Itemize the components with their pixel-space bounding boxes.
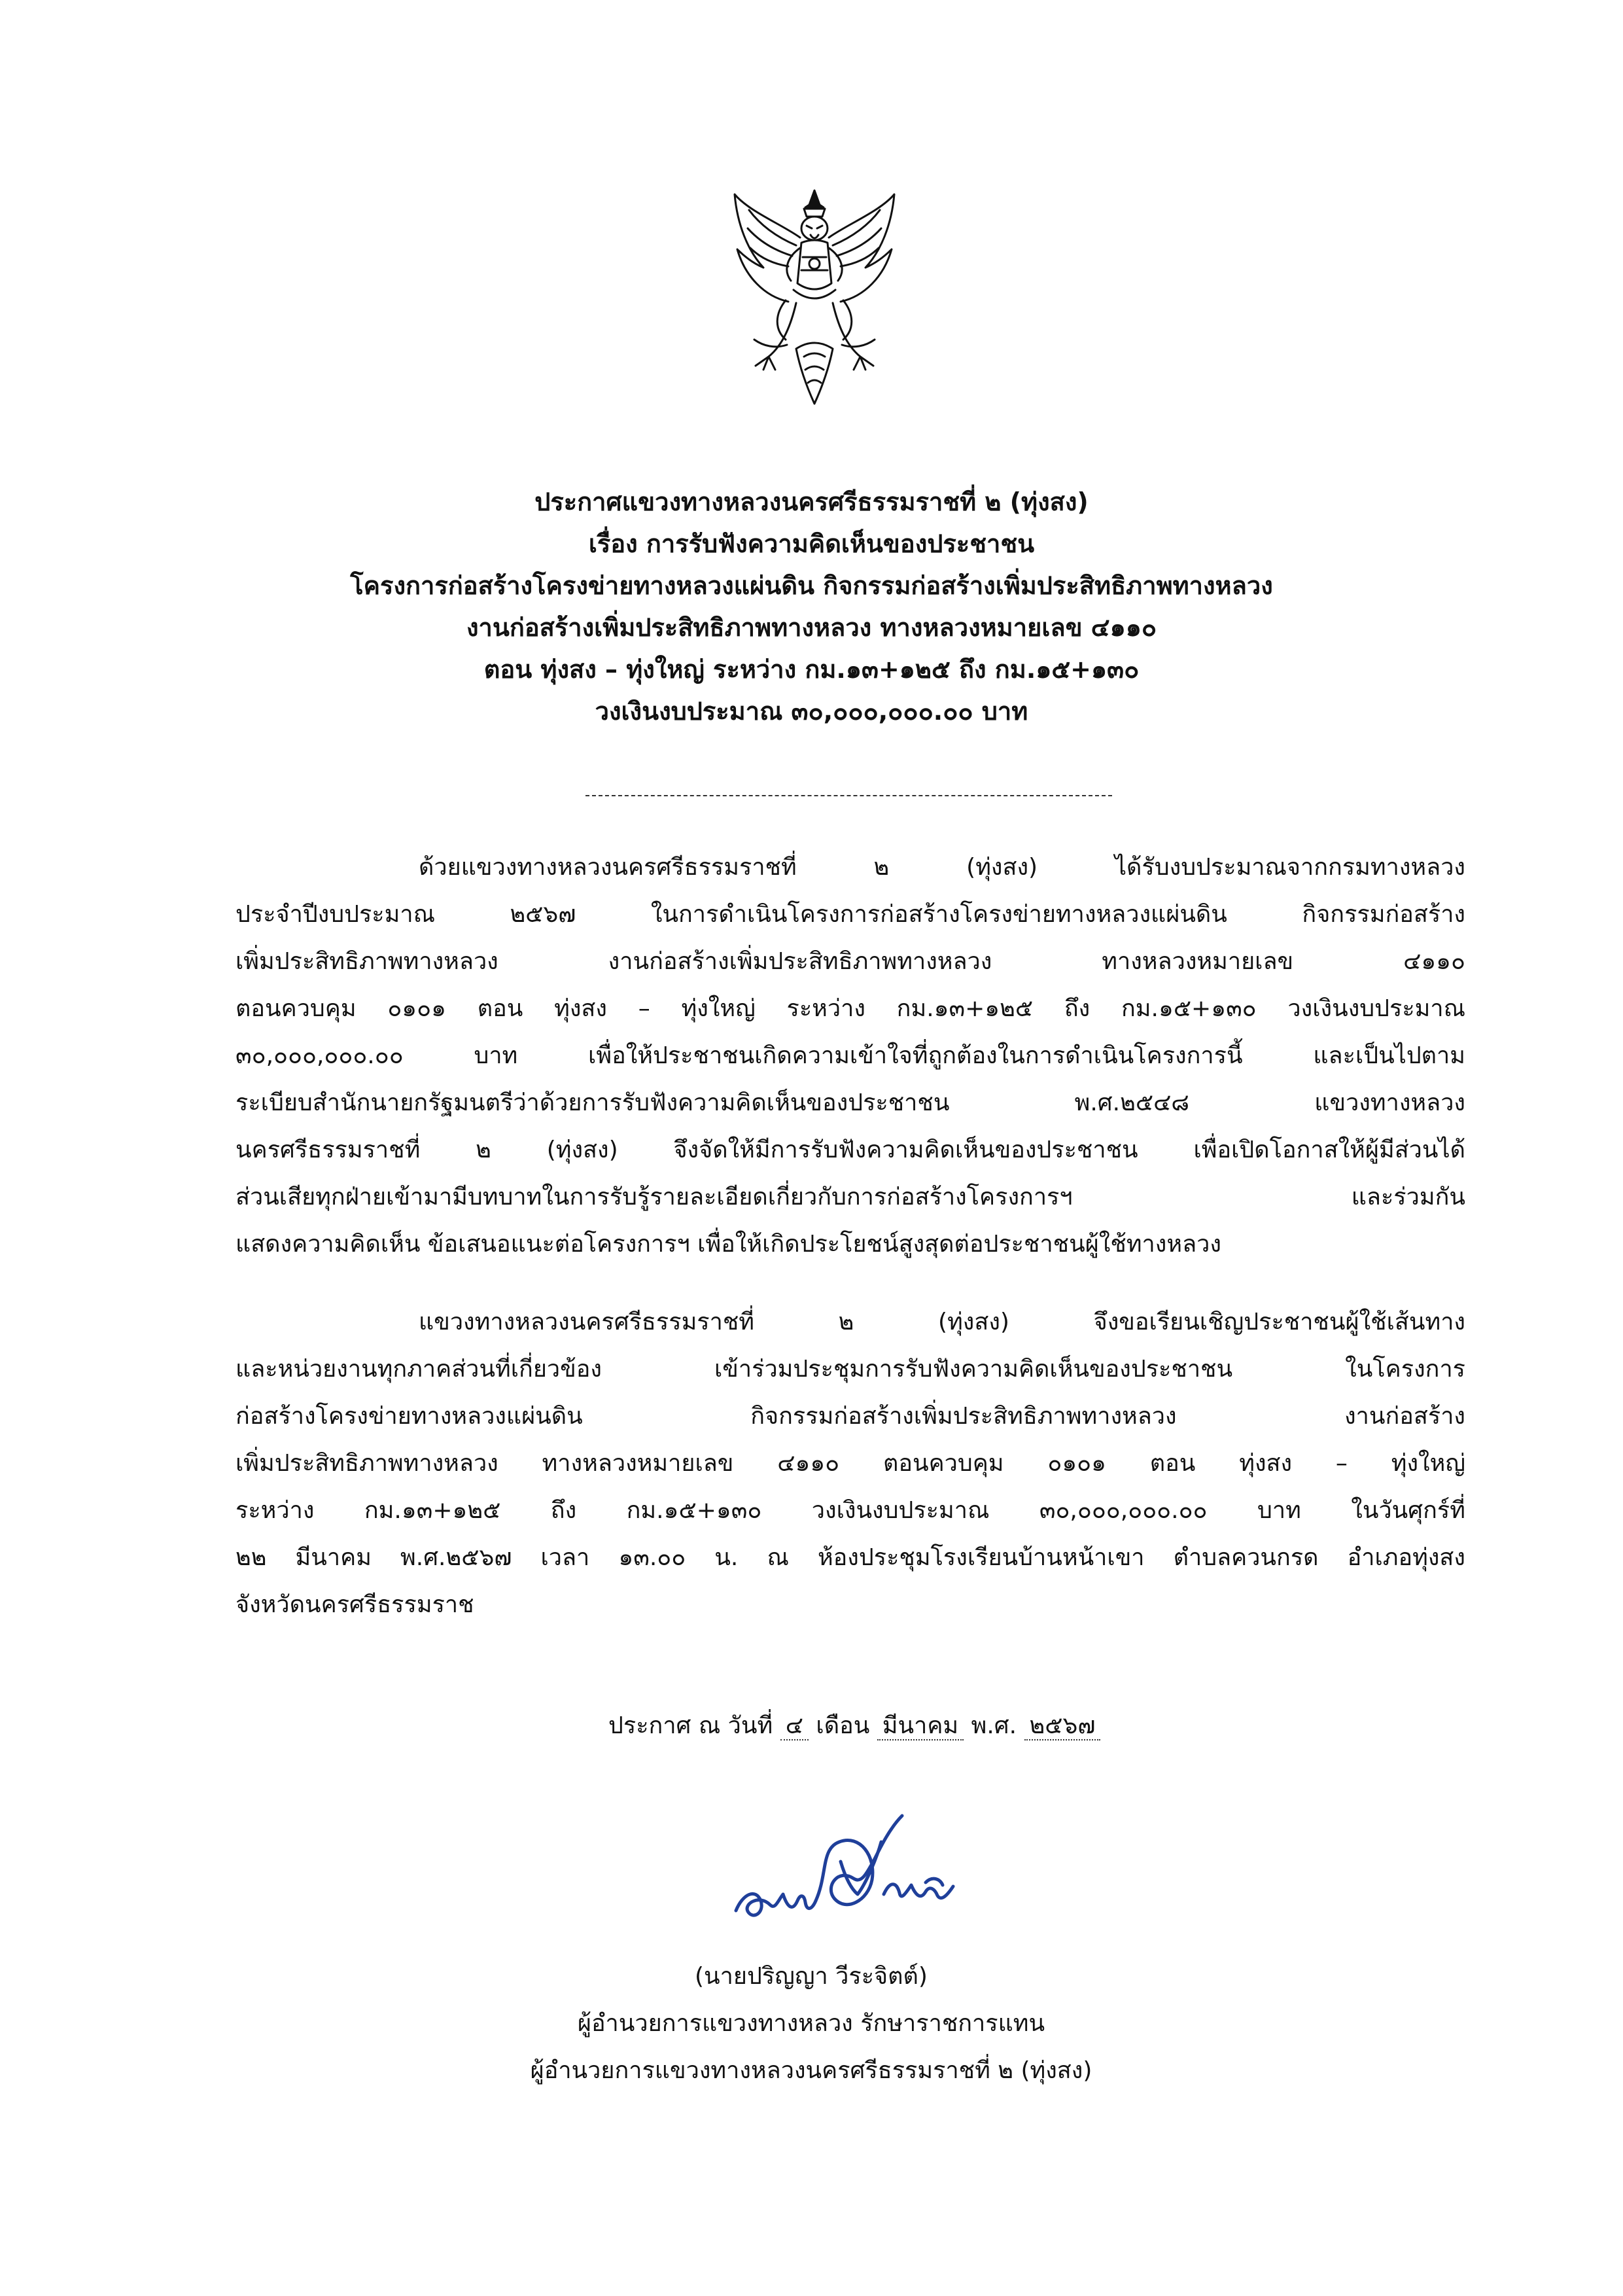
- date-year: ๒๕๖๗: [1024, 1712, 1101, 1740]
- signatory-name: (นายปริญญา วีระจิตต์): [695, 1963, 928, 1990]
- heading-line-1: ประกาศแขวงทางหลวงนครศรีธรรมราชที่ ๒ (ทุ่งสง): [534, 487, 1089, 516]
- announcement-heading: [131, 481, 1492, 732]
- dashed-divider: [585, 795, 1112, 796]
- paragraph-line: ระเบียบสำนักนายกรัฐมนตรีว่าด้วยการรับฟังความคิดเห็นของประชาชน พ.ศ.๒๕๔๘ แขวงทางหลวง: [236, 1089, 1465, 1116]
- announcement-date: [608, 1703, 1100, 1750]
- paragraph-line: นครศรีธรรมราชที่ ๒ (ทุ่งสง) จึงจัดให้มีการรับฟังความคิดเห็นของประชาชน เพื่อเปิดโอกาสให้ผู้มีส่วนได้: [236, 1137, 1465, 1163]
- paragraph-line: จังหวัดนครศรีธรรมราช: [236, 1591, 474, 1618]
- paragraph-line: ระหว่าง กม.๑๓+๑๒๕ ถึง กม.๑๕+๑๓๐ วงเงินงบประมาณ ๓๐,๐๐๐,๐๐๐.๐๐ บาท ในวันศุกร์ที่: [236, 1497, 1465, 1524]
- date-prefix: ประกาศ ณ วันที่: [608, 1712, 773, 1739]
- signatory-position-2: ผู้อำนวยการแขวงทางหลวงนครศรีธรรมราชที่ ๒ (ทุ่งสง): [530, 2057, 1092, 2084]
- heading-line-5: ตอน ทุ่งสง – ทุ่งใหญ่ ระหว่าง กม.๑๓+๑๒๕ ถึง กม.๑๕+๑๓๐: [483, 655, 1140, 684]
- heading-line-6: วงเงินงบประมาณ ๓๐,๐๐๐,๐๐๐.๐๐ บาท: [595, 697, 1028, 726]
- paragraph-line: แสดงความคิดเห็น ข้อเสนอแนะต่อโครงการฯ เพื่อให้เกิดประโยชน์สูงสุดต่อประชาชนผู้ใช้ทางหลวง: [236, 1231, 1221, 1258]
- paragraph-line: ประจำปีงบประมาณ ๒๕๖๗ ในการดำเนินโครงการก่อสร้างโครงข่ายทางหลวงแผ่นดิน กิจกรรมก่อสร้าง: [236, 901, 1465, 928]
- date-day: ๔: [780, 1712, 809, 1740]
- paragraph-line: ด้วยแขวงทางหลวงนครศรีธรรมราชที่ ๒ (ทุ่งสง) ได้รับงบประมาณจากกรมทางหลวง: [419, 854, 1465, 881]
- handwritten-signature: [729, 1796, 978, 1934]
- paragraph-line: ๒๒ มีนาคม พ.ศ.๒๕๖๗ เวลา ๑๓.๐๐ น. ณ ห้องประชุมโรงเรียนบ้านหน้าเขา ตำบลควนกรด อำเภอทุ่งสง: [236, 1544, 1465, 1571]
- paragraph-2: [236, 1299, 1465, 1629]
- heading-line-4: งานก่อสร้างเพิ่มประสิทธิภาพทางหลวง ทางหลวงหมายเลข ๔๑๑๐: [466, 613, 1157, 642]
- paragraph-1: [236, 844, 1465, 1268]
- date-month-label: เดือน: [816, 1712, 870, 1739]
- signatory-block: [366, 1953, 1256, 2094]
- garuda-emblem: [723, 185, 906, 414]
- paragraph-line: แขวงทางหลวงนครศรีธรรมราชที่ ๒ (ทุ่งสง) จึงขอเรียนเชิญประชาชนผู้ใช้เส้นทาง: [419, 1309, 1465, 1335]
- date-year-label: พ.ศ.: [971, 1712, 1017, 1739]
- paragraph-line: ๓๐,๐๐๐,๐๐๐.๐๐ บาท เพื่อให้ประชาชนเกิดความเข้าใจที่ถูกต้องในการดำเนินโครงการนี้ และเป็นไปตาม: [236, 1042, 1465, 1069]
- paragraph-line: เพิ่มประสิทธิภาพทางหลวง ทางหลวงหมายเลข ๔๑๑๐ ตอนควบคุม ๐๑๐๑ ตอน ทุ่งสง – ทุ่งใหญ่: [236, 1450, 1465, 1477]
- date-month: มีนาคม: [877, 1712, 964, 1740]
- heading-line-3: โครงการก่อสร้างโครงข่ายทางหลวงแผ่นดิน กิจกรรมก่อสร้างเพิ่มประสิทธิภาพทางหลวง: [350, 571, 1273, 600]
- heading-line-2: เรื่อง การรับฟังความคิดเห็นของประชาชน: [588, 529, 1035, 558]
- paragraph-line: ก่อสร้างโครงข่ายทางหลวงแผ่นดิน กิจกรรมก่อสร้างเพิ่มประสิทธิภาพทางหลวง งานก่อสร้าง: [236, 1403, 1465, 1430]
- paragraph-line: ตอนควบคุม ๐๑๐๑ ตอน ทุ่งสง – ทุ่งใหญ่ ระหว่าง กม.๑๓+๑๒๕ ถึง กม.๑๕+๑๓๐ วงเงินงบประมาณ: [236, 995, 1465, 1022]
- paragraph-line: ส่วนเสียทุกฝ่ายเข้ามามีบทบาทในการรับรู้รายละเอียดเกี่ยวกับการก่อสร้างโครงการฯ และร่วมกัน: [236, 1184, 1465, 1210]
- paragraph-line: และหน่วยงานทุกภาคส่วนที่เกี่ยวข้อง เข้าร่วมประชุมการรับฟังความคิดเห็นของประชาชน ในโครงการ: [236, 1356, 1465, 1383]
- signatory-position-1: ผู้อำนวยการแขวงทางหลวง รักษาราชการแทน: [577, 2010, 1045, 2037]
- paragraph-line: เพิ่มประสิทธิภาพทางหลวง งานก่อสร้างเพิ่มประสิทธิภาพทางหลวง ทางหลวงหมายเลข ๔๑๑๐: [236, 948, 1465, 975]
